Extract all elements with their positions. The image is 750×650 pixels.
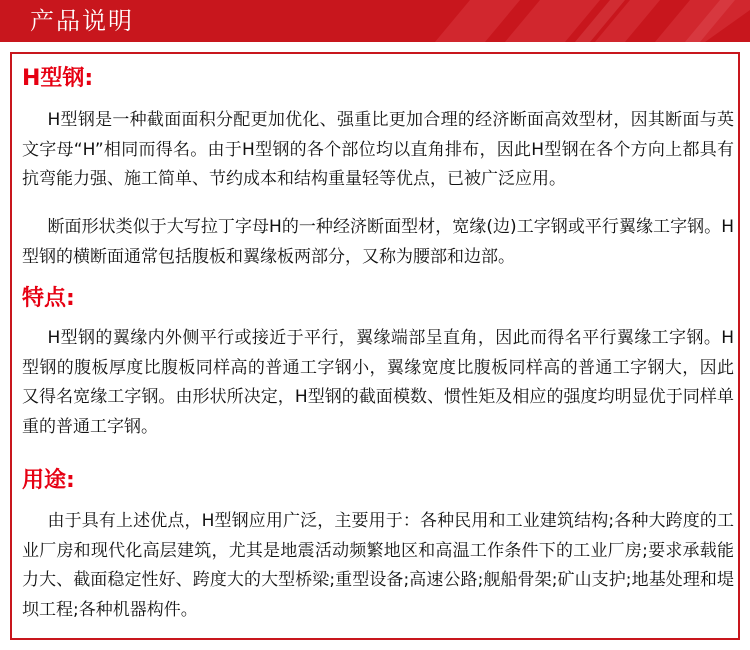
paragraph-uses: 由于具有上述优点，H型钢应用广泛，主要用于：各种民用和工业建筑结构;各种大跨度的工业厂房和现代化高层建筑，尤其是地震活动频繁地区和高温工作条件下的工业厂房;要求承载能力大、截面稳定性好、跨度大的大型桥梁;重型设备;高速公路;舰船骨架;矿山支护;地基处理和堤坝工程;各种机器构件。 <box>22 511 734 620</box>
section-heading-h-steel: H型钢: <box>22 66 94 91</box>
section-heading-uses: 用途: <box>22 468 75 493</box>
paragraph-features: H型钢的翼缘内外侧平行或接近于平行，翼缘端部呈直角，因此而得名平行翼缘工字钢。H型钢的腹板厚度比腹板同样高的普通工字钢小，翼缘宽度比腹板同样高的普通工字钢大，因此又得名宽缘工字钢。由形状所决定，H型钢的截面模数、惯性矩及相应的强度均明显优于同样单重的普通工字钢。 <box>22 328 734 437</box>
header-banner <box>0 0 750 42</box>
paragraph-h-steel-shape: 断面形状类似于大写拉丁字母H的一种经济断面型材，宽缘(边)工字钢或平行翼缘工字钢。H型钢的横断面通常包括腹板和翼缘板两部分，又称为腰部和边部。 <box>22 217 734 267</box>
section-heading-features: 特点: <box>22 286 75 311</box>
paragraph-h-steel-intro: H型钢是一种截面面积分配更加优化、强重比更加合理的经济断面高效型材，因其断面与英文字母“H”相同而得名。由于H型钢的各个部位均以直角排布，因此H型钢在各个方向上都具有抗弯能力强、施工简单、节约成本和结构重量轻等优点，已被广泛应用。 <box>22 110 734 189</box>
banner-title: 产品说明 <box>30 7 134 35</box>
